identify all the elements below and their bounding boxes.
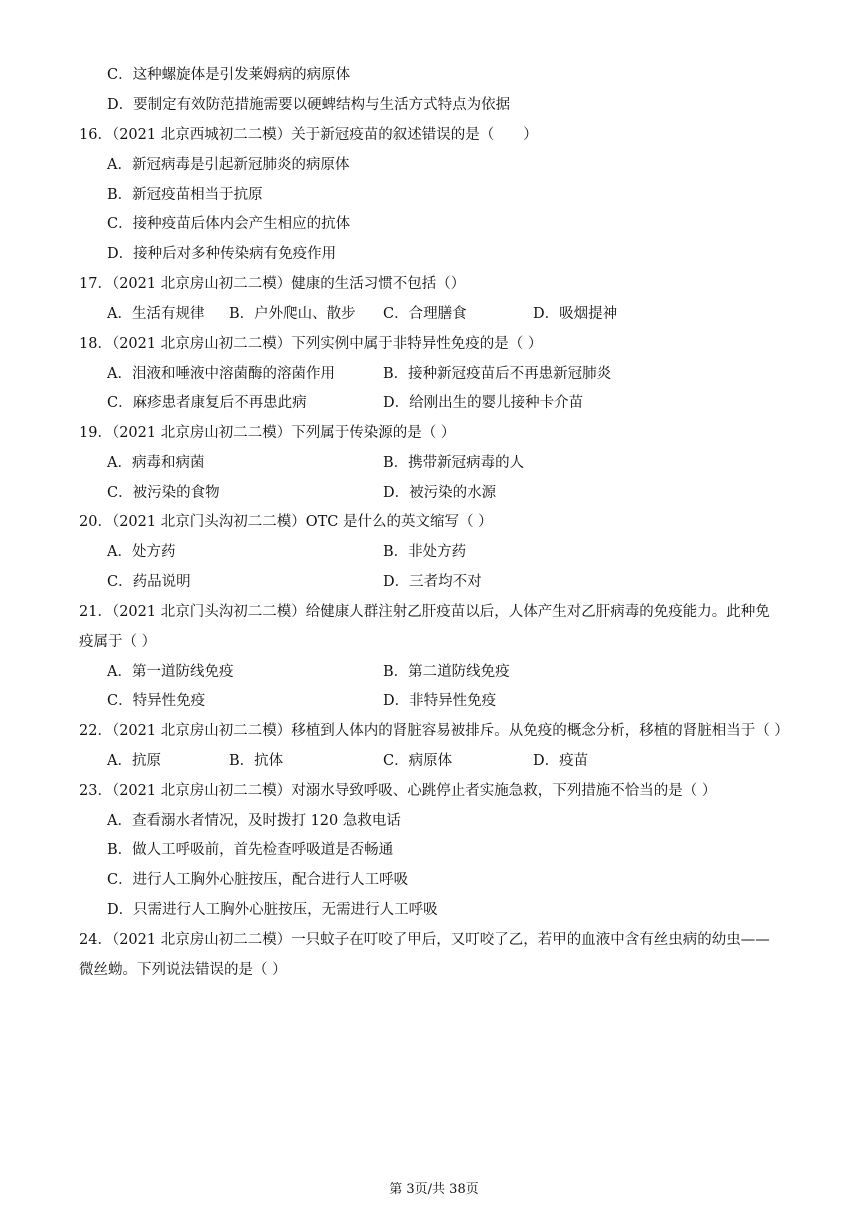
question-24-stem-cont: 微丝蚴。下列说法错误的是（ ）: [79, 962, 287, 978]
q19-option-b: B．携带新冠病毒的人: [383, 455, 525, 471]
q17-option-c: C．合理膳食: [383, 306, 467, 322]
question-21-stem: 21．（2021 北京门头沟初二二模）给健康人群注射乙肝疫苗以后，人体产生对乙肝病毒的免疫能力。此种免: [79, 604, 770, 620]
q18-option-c: C．麻疹患者康复后不再患此病: [107, 395, 307, 411]
q23-option-b: B．做人工呼吸前，首先检查呼吸道是否畅通: [107, 842, 394, 858]
question-18-stem: 18．（2021 北京房山初二二模）下列实例中属于非特异性免疫的是（ ）: [79, 336, 543, 352]
q20-option-b: B．非处方药: [383, 544, 467, 560]
q16-option-d: D．接种后对多种传染病有免疫作用: [107, 246, 337, 262]
question-24-stem: 24．（2021 北京房山初二二模）一只蚊子在叮咬了甲后，又叮咬了乙，若甲的血液中含有丝虫病的幼虫——: [79, 932, 770, 948]
page-footer: 第 3页/共 38页: [389, 1182, 479, 1197]
question-21-stem-cont: 疫属于（ ）: [79, 634, 157, 650]
q16-option-c: C．接种疫苗后体内会产生相应的抗体: [107, 216, 351, 232]
question-23-stem: 23．（2021 北京房山初二二模）对溺水导致呼吸、心跳停止者实施急救，下列措施不恰当的是（ ）: [79, 783, 717, 799]
q20-option-c: C．药品说明: [107, 574, 191, 590]
q22-option-b: B．抗体: [229, 753, 284, 769]
question-20-stem: 20．（2021 北京门头沟初二二模）OTC 是什么的英文缩写（ ）: [79, 514, 493, 530]
q21-option-d: D．非特异性免疫: [383, 693, 497, 709]
q20-option-a: A．处方药: [107, 544, 176, 560]
question-16-stem: 16．（2021 北京西城初二二模）关于新冠疫苗的叙述错误的是（ ）: [79, 127, 538, 143]
q20-option-d: D．三者均不对: [383, 574, 482, 590]
q18-option-a: A．泪液和唾液中溶菌酶的溶菌作用: [107, 366, 335, 382]
q18-option-d: D．给刚出生的婴儿接种卡介苗: [383, 395, 584, 411]
q17-option-b: B．户外爬山、散步: [229, 306, 356, 322]
q23-option-c: C．进行人工胸外心脏按压，配合进行人工呼吸: [107, 872, 409, 888]
q19-option-c: C．被污染的食物: [107, 485, 220, 501]
q18-option-b: B．接种新冠疫苗后不再患新冠肺炎: [383, 366, 612, 382]
q17-option-a: A．生活有规律: [107, 306, 205, 322]
question-17-stem: 17．（2021 北京房山初二二模）健康的生活习惯不包括（）: [79, 276, 466, 292]
option-c: C．这种螺旋体是引发莱姆病的病原体: [107, 67, 351, 83]
question-22-stem: 22．（2021 北京房山初二二模）移植到人体内的肾脏容易被排斥。从免疫的概念分析，移植的肾脏相当于（ ）: [79, 723, 789, 739]
q22-option-a: A．抗原: [107, 753, 161, 769]
q19-option-a: A．病毒和病菌: [107, 455, 205, 471]
q19-option-d: D．被污染的水源: [383, 485, 497, 501]
q23-option-a: A．查看溺水者情况，及时拨打 120 急救电话: [107, 813, 401, 829]
q16-option-b: B．新冠疫苗相当于抗原: [107, 187, 263, 203]
q21-option-c: C．特异性免疫: [107, 693, 206, 709]
q22-option-c: C．病原体: [383, 753, 453, 769]
q16-option-a: A．新冠病毒是引起新冠肺炎的病原体: [107, 157, 350, 173]
question-19-stem: 19．（2021 北京房山初二二模）下列属于传染源的是（ ）: [79, 425, 456, 441]
q21-option-a: A．第一道防线免疫: [107, 664, 234, 680]
q23-option-d: D．只需进行人工胸外心脏按压，无需进行人工呼吸: [107, 902, 438, 918]
q22-option-d: D．疫苗: [533, 753, 589, 769]
option-d: D．要制定有效防范措施需要以硬蜱结构与生活方式特点为依据: [107, 97, 511, 113]
q17-option-d: D．吸烟提神: [533, 306, 618, 322]
q21-option-b: B．第二道防线免疫: [383, 664, 510, 680]
